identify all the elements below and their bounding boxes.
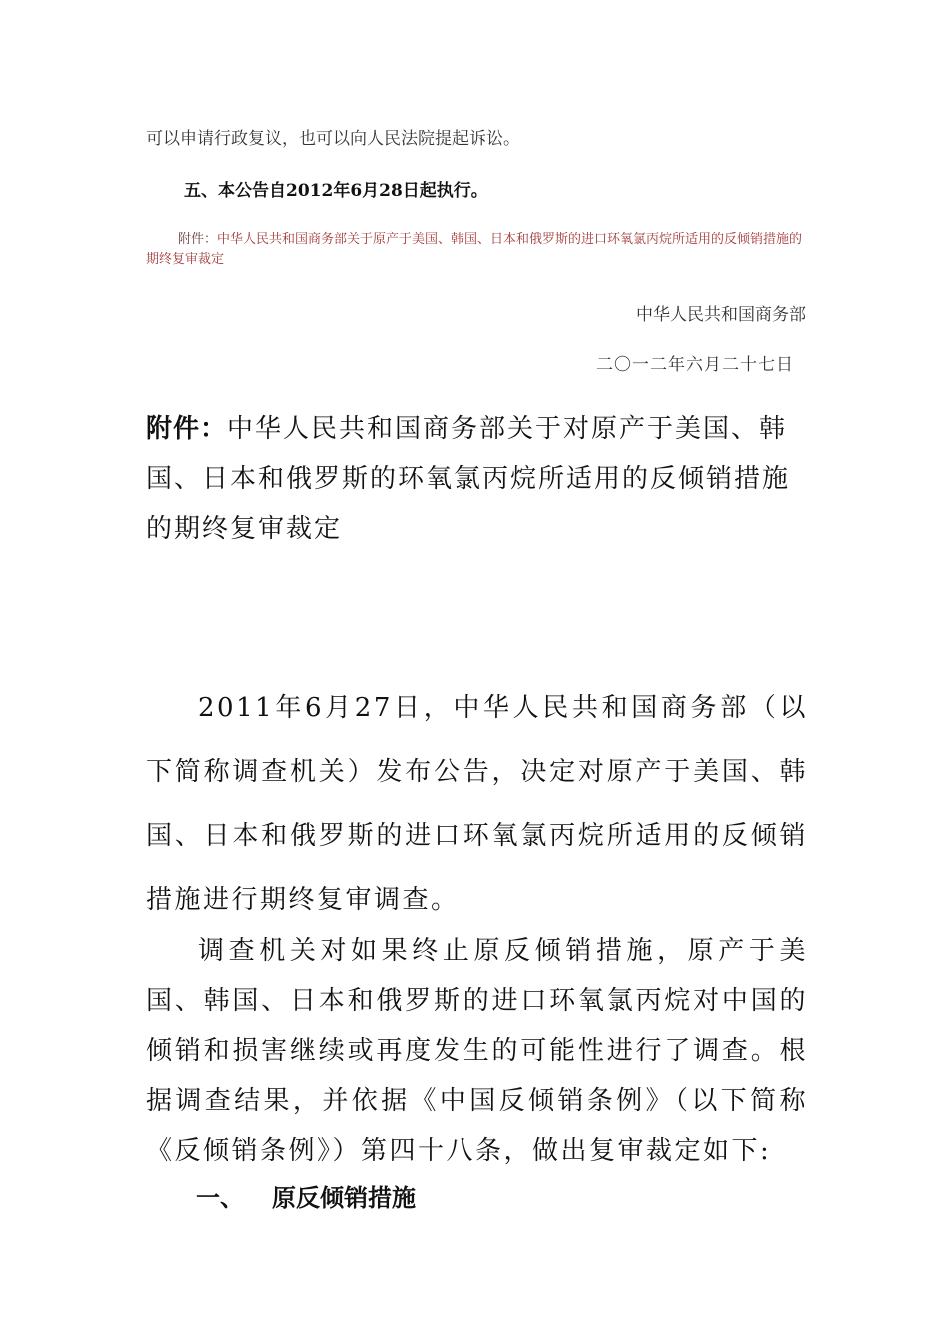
attachment-link[interactable]: 中华人民共和国商务部关于原产于美国、韩国、日本和俄罗斯的进口环氧氯丙烷所适用的反倾销措施的期终复审裁定 <box>146 232 803 267</box>
body-paragraph-2: 调查机关对如果终止原反倾销措施，原产于美国、韩国、日本和俄罗斯的进口环氧氯丙烷对中国的倾销和损害继续或再度发生的可能性进行了调查。根据调查结果，并依据《中国反倾销条例》（以下简称《反倾销条例》）第四十八条，做出复审裁定如下: <box>146 936 808 1166</box>
item-five: 五、本公告自2012年6月28日起执行。 <box>184 181 488 201</box>
signature-org: 中华人民共和国商务部 <box>636 305 806 325</box>
attachment-note-prefix: 附件： <box>178 232 218 247</box>
signature-date: 二〇一二年六月二十七日 <box>596 355 794 375</box>
attachment-note <box>146 230 806 270</box>
text-line: 可以申请行政复议，也可以向人民法院提起诉讼。 <box>146 129 520 149</box>
section-heading <box>196 1178 416 1213</box>
section-title: 原反倾销措施 <box>272 1184 416 1212</box>
section-number: 一、 <box>196 1184 244 1212</box>
attachment-heading-label: 附件： <box>146 414 228 444</box>
attachment-heading <box>146 404 796 554</box>
body-paragraph-1: 2011年6月27日，中华人民共和国商务部（以下简称调查机关）发布公告，决定对原产于美国、韩国、日本和俄罗斯的进口环氧氯丙烷所适用的反倾销措施进行期终复审调查。 <box>146 693 808 915</box>
attachment-heading-title: 中华人民共和国商务部关于对原产于美国、韩国、日本和俄罗斯的环氧氯丙烷所适用的反倾销措施的期终复审裁定 <box>146 414 791 544</box>
